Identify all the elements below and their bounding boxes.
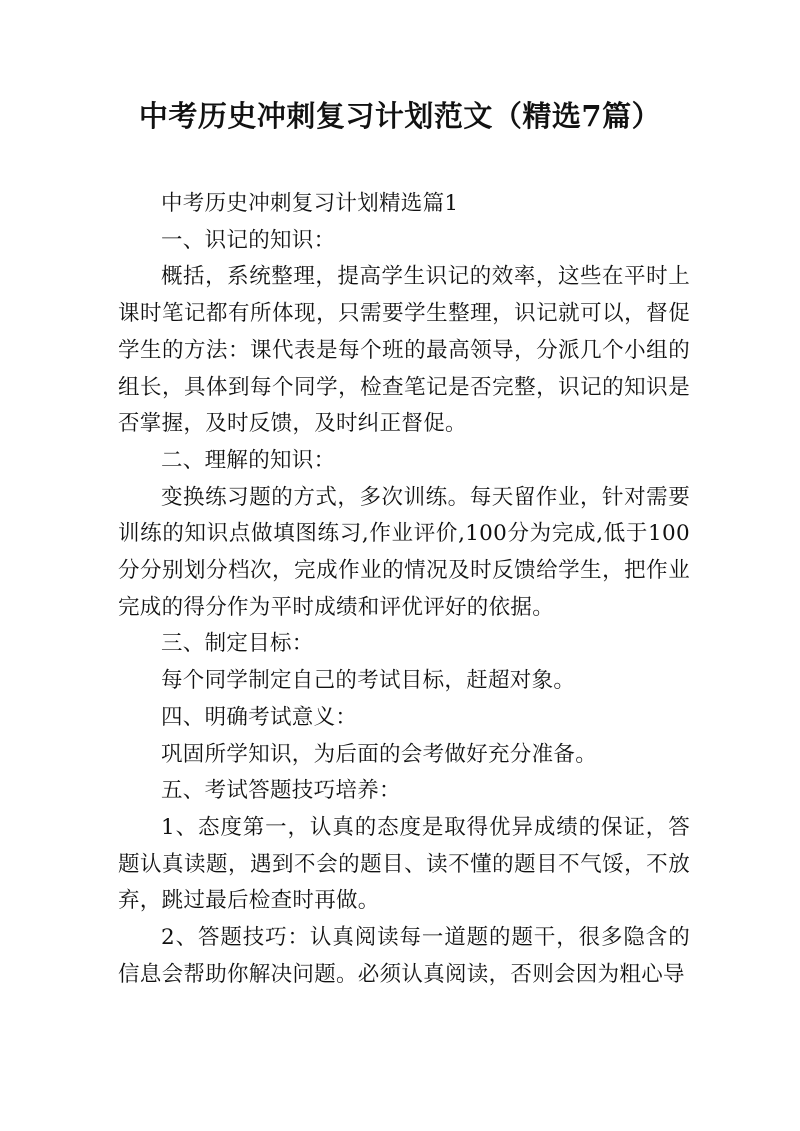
paragraph-exam-meaning: 巩固所学知识，为后面的会考做好充分准备。 bbox=[161, 741, 598, 767]
subheading-understanding: 二、理解的知识： bbox=[161, 447, 336, 473]
paragraph-goals: 每个同学制定自己的考试目标，赶超对象。 bbox=[161, 668, 576, 694]
subheading-memorization: 一、识记的知识： bbox=[161, 227, 336, 253]
document-title: 中考历史冲刺复习计划范文（精选7篇） bbox=[138, 99, 662, 133]
paragraph-attitude: 1、态度第一，认真的态度是取得优异成绩的保证，答题认真读题，遇到不会的题目、读不懂的题目不气馁，不放弃，跳过最后检查时再做。 bbox=[118, 814, 690, 914]
subheading-exam-skills: 五、考试答题技巧培养： bbox=[161, 778, 401, 804]
section-heading: 中考历史冲刺复习计划精选篇1 bbox=[161, 191, 459, 216]
paragraph-memorization: 概括，系统整理，提高学生识记的效率，这些在平时上课时笔记都有所体现，只需要学生整理，识记就可以，督促学生的方法：课代表是每个班的最高领导，分派几个小组的组长，具体到每个同学，检查笔记是否完整，识记的知识是否掌握，及时反馈，及时纠正督促。 bbox=[118, 264, 690, 437]
paragraph-understanding: 变换练习题的方式，多次训练。每天留作业，针对需要训练的知识点做填图练习,作业评价,100分为完成,低于100分分别划分档次，完成作业的情况及时反馈给学生，把作业完成的得分作为平时成绩和评优评好的依据。 bbox=[118, 484, 690, 620]
subheading-goals: 三、制定目标： bbox=[161, 631, 314, 657]
paragraph-answer-skills: 2、答题技巧：认真阅读每一道题的题干，很多隐含的信息会帮助你解决问题。必须认真阅读，否则会因为粗心导 bbox=[118, 925, 690, 987]
document-body bbox=[118, 186, 690, 993]
subheading-exam-meaning: 四、明确考试意义： bbox=[161, 704, 358, 730]
